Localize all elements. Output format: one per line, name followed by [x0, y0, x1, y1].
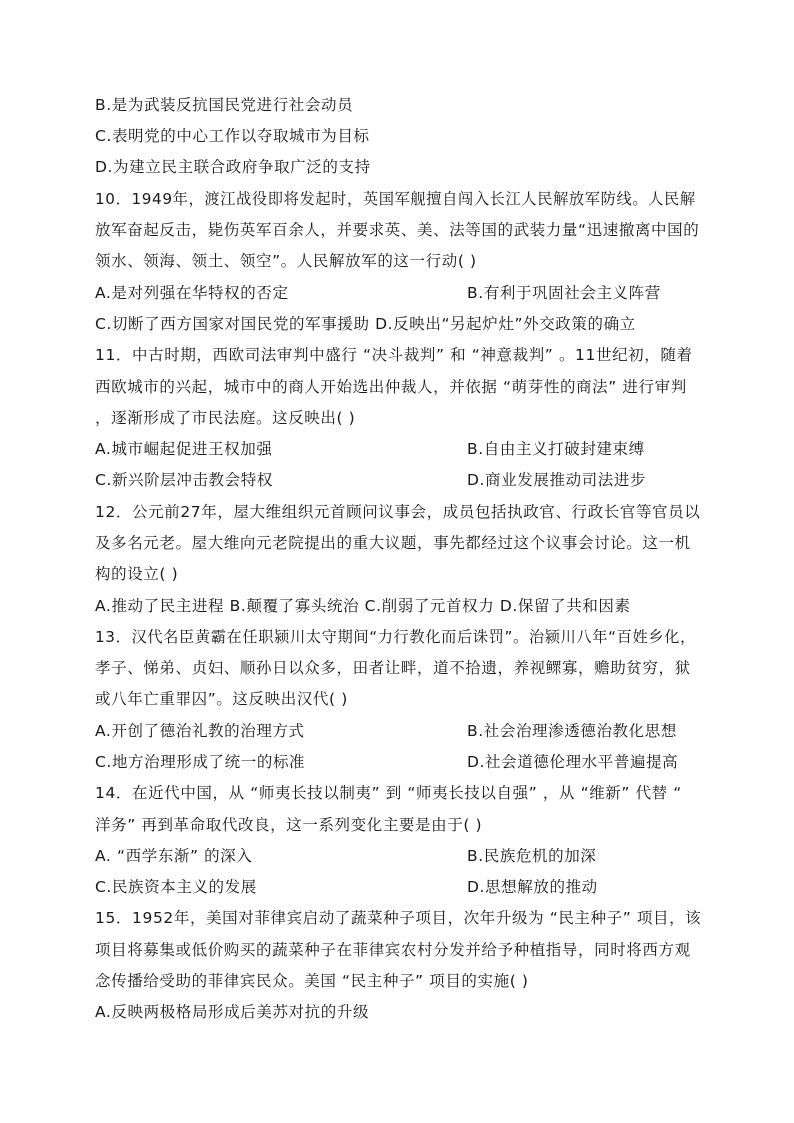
q11-option-a: A.城市崛起促进王权加强 — [95, 440, 273, 458]
q11-stem-line-1: 11．中古时期，西欧司法审判中盛行 “决斗裁判” 和 “神意裁判” 。11世纪初，随着 — [95, 346, 693, 364]
q12-stem-line-1: 12．公元前27年，屋大维组织元首顾问议事会，成员包括执政官、行政长官等官员以 — [95, 503, 701, 521]
q10-stem-line-3: 领水、领海、领土、领空”。人民解放军的这一行动( ) — [95, 252, 477, 270]
q14-options-ab — [95, 846, 597, 866]
q11-stem-line-2: 西欧城市的兴起，城市中的商人开始选出仲裁人，并依据 “萌芽性的商法” 进行审判 — [95, 378, 687, 396]
q13-option-c: C.地方治理形成了统一的标准 — [95, 753, 306, 771]
q11-stem-line-3: ，逐渐形成了市民法庭。这反映出( ) — [95, 409, 356, 427]
q15-stem-line-1: 15．1952年，美国对菲律宾启动了蔬菜种子项目，次年升级为 “民主种子” 项目，该 — [95, 909, 702, 927]
q9-option-d: D.为建立民主联合政府争取广泛的支持 — [95, 158, 371, 176]
q10-stem-line-1: 10．1949年，渡江战役即将发起时，英国军舰擅自闯入长江人民解放军防线。人民解 — [95, 190, 696, 208]
q15-option-a: A.反映两极格局形成后美苏对抗的升级 — [95, 1003, 370, 1021]
q14-option-b: B.民族危机的加深 — [467, 847, 597, 865]
q14-option-a: A. “西学东渐” 的深入 — [95, 847, 253, 865]
q14-stem-line-2: 洋务” 再到革命取代改良，这一系列变化主要是由于( ) — [95, 816, 483, 834]
q11-options-ab — [95, 439, 645, 459]
q13-option-b: B.社会治理渗透德治教化思想 — [467, 722, 677, 740]
q10-options-ab — [95, 283, 661, 303]
q13-options-cd — [95, 752, 679, 772]
q11-option-d: D.商业发展推动司法进步 — [467, 471, 647, 489]
q13-stem-line-1: 13．汉代名臣黄霸在任职颍川太守期间“力行教化而后诛罚”。治颍川八年“百姓乡化， — [95, 628, 696, 646]
q11-options-cd — [95, 470, 647, 490]
q11-option-b: B.自由主义打破封建束缚 — [467, 440, 645, 458]
q15-stem-line-2: 项目将募集或低价购买的蔬菜种子在菲律宾农村分发并给予种植指导，同时将西方观 — [95, 941, 691, 959]
q9-option-b: B.是为武装反抗国民党进行社会动员 — [95, 96, 354, 114]
q12-options: A.推动了民主进程 B.颠覆了寡头统治 C.削弱了元首权力 D.保留了共和因素 — [95, 597, 631, 615]
q12-stem-line-2: 及多名元老。屋大维向元老院提出的重大议题，事先都经过这个议事会讨论。这一机 — [95, 534, 691, 552]
q13-stem-line-3: 或八年亡重罪囚”。这反映出汉代( ) — [95, 690, 348, 708]
q13-option-a: A.开创了德治礼教的治理方式 — [95, 722, 305, 740]
q10-stem-line-2: 放军奋起反击，毙伤英军百余人，并要求英、美、法等国的武装力量“迅速撤离中国的 — [95, 221, 700, 239]
q13-stem-line-2: 孝子、悌弟、贞妇、顺孙日以众多，田者让畔，道不拾遗，养视鳏寡，赡助贫穷，狱 — [95, 659, 691, 677]
q10-options-cd: C.切断了西方国家对国民党的军事援助 D.反映出“另起炉灶”外交政策的确立 — [95, 315, 636, 333]
q14-option-c: C.民族资本主义的发展 — [95, 878, 257, 896]
q14-option-d: D.思想解放的推动 — [467, 878, 598, 896]
q9-option-c: C.表明党的中心工作以夺取城市为目标 — [95, 127, 370, 145]
q12-stem-line-3: 构的设立( ) — [95, 565, 179, 583]
q10-option-a: A.是对列强在华特权的否定 — [95, 284, 289, 302]
q14-options-cd — [95, 877, 598, 897]
q10-option-b: B.有利于巩固社会主义阵营 — [467, 284, 661, 302]
q11-option-c: C.新兴阶层冲击教会特权 — [95, 471, 273, 489]
q15-stem-line-3: 念传播给受助的菲律宾民众。美国 “民主种子” 项目的实施( ) — [95, 972, 529, 990]
q14-stem-line-1: 14．在近代中国，从 “师夷长技以制夷” 到 “师夷长技以自强” ，从 “维新” 代替 “ — [95, 784, 682, 802]
q13-option-d: D.社会道德伦理水平普遍提高 — [467, 753, 679, 771]
q13-options-ab — [95, 721, 677, 741]
